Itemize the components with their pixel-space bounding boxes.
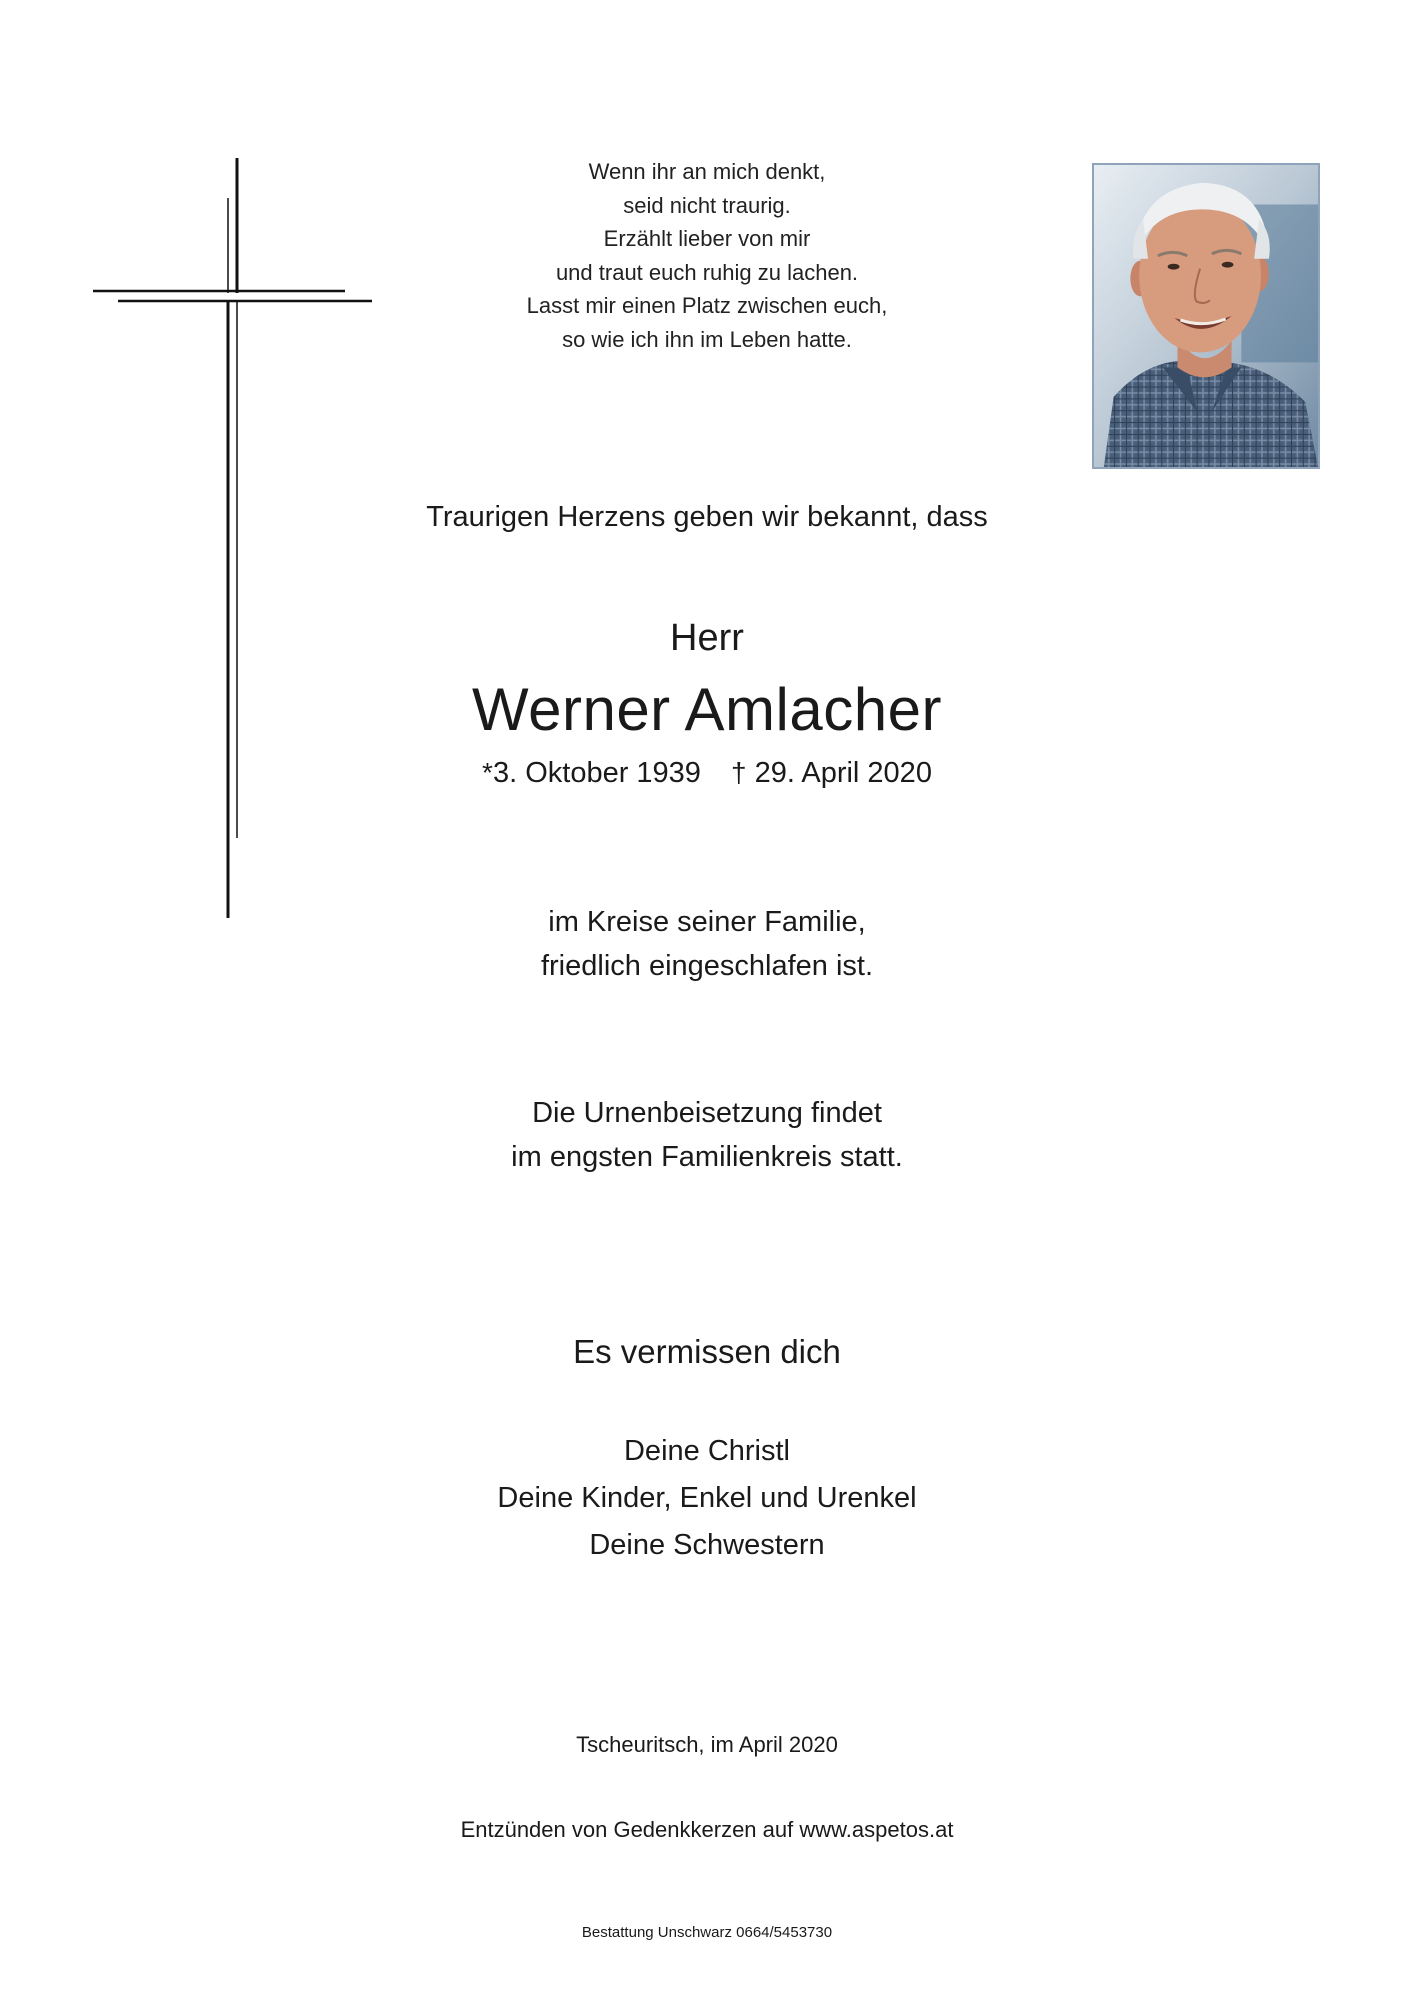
salutation: Herr: [670, 617, 744, 659]
poem: [527, 155, 888, 356]
candle-note: Entzünden von Gedenkkerzen auf www.aspetos.at: [460, 1817, 954, 1842]
mourners-list: [497, 1428, 916, 1569]
death-symbol-icon: †: [730, 757, 747, 788]
birth-symbol-icon: *: [482, 757, 493, 788]
life-dates: [482, 753, 932, 793]
paragraph-line: Die Urnenbeisetzung findet: [532, 1097, 882, 1129]
cross-icon: [90, 158, 375, 918]
paragraph-line: im Kreise seiner Familie,: [548, 906, 866, 938]
deceased-name: Werner Amlacher: [472, 676, 942, 743]
mourner-line: Deine Christl: [623, 1435, 790, 1467]
passing-paragraph: [541, 900, 873, 988]
birth-date: 3. Oktober 1939: [492, 757, 701, 789]
mourner-line: Deine Kinder, Enkel und Urenkel: [497, 1482, 917, 1514]
undertaker-info: Bestattung Unschwarz 0664/5453730: [581, 1924, 833, 1941]
mourner-line: Deine Schwestern: [589, 1529, 825, 1561]
poem-line: so wie ich ihn im Leben hatte.: [562, 326, 852, 352]
poem-line: Erzählt lieber von mir: [603, 226, 811, 251]
paragraph-line: friedlich eingeschlafen ist.: [540, 950, 874, 982]
paragraph-line: im engsten Familienkreis statt.: [511, 1141, 903, 1173]
place-date: Tscheuritsch, im April 2020: [576, 1732, 838, 1757]
poem-line: Wenn ihr an mich denkt,: [588, 159, 826, 184]
portrait-photo: [1092, 163, 1320, 469]
announcement-intro: Traurigen Herzens geben wir bekannt, dass: [426, 501, 988, 533]
poem-line: und traut euch ruhig zu lachen.: [555, 259, 859, 285]
poem-line: Lasst mir einen Platz zwischen euch,: [526, 293, 888, 318]
mourners-heading: Es vermissen dich: [573, 1333, 841, 1370]
burial-paragraph: [511, 1091, 903, 1179]
poem-line: seid nicht traurig.: [623, 192, 791, 218]
death-date: 29. April 2020: [754, 757, 932, 789]
